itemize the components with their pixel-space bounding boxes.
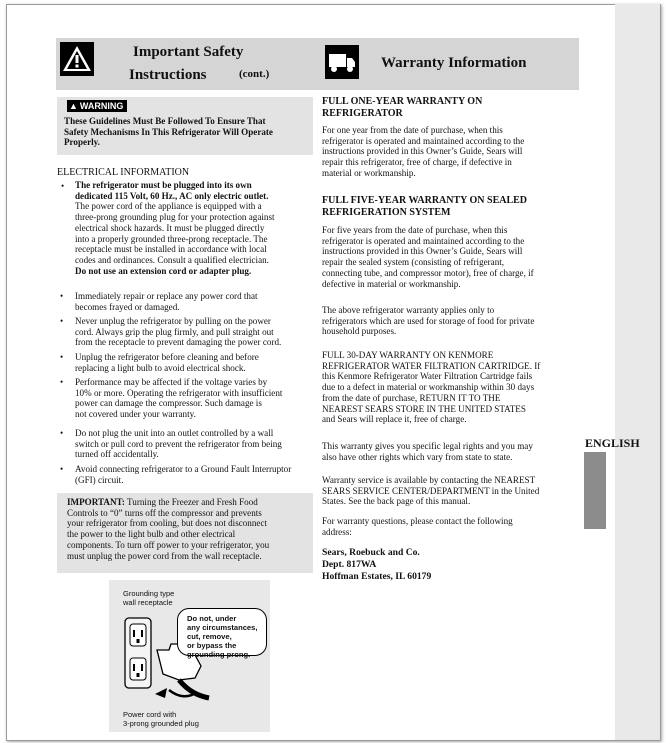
applies-text: The above refrigerator warranty applies only to refrigerators which are used for storage of food for private household purposes.: [322, 305, 535, 337]
warning-badge: [67, 100, 127, 112]
receptacle-label: Grounding type wall receptacle: [123, 589, 175, 607]
warning-badge-label: WARNING: [79, 101, 124, 111]
bullet: •: [60, 291, 64, 301]
language-tab-marker: [584, 452, 606, 529]
bullet: •: [60, 377, 64, 387]
warning-small-icon: ▲: [69, 101, 78, 111]
sears-address: Sears, Roebuck and Co. Dept. 817WA Hoffman Estates, IL 60179: [322, 547, 432, 582]
warranty-title: Warranty Information: [381, 55, 527, 71]
list-item: Avoid connecting refrigerator to a Ground Fault Interruptor (GFI) circuit.: [75, 464, 292, 485]
service-text: Warranty service is available by contacting the NEAREST SEARS SERVICE CENTER/DEPARTMENT in the United States. See the back page of this manual.: [322, 475, 540, 507]
warning-triangle-icon: [60, 42, 94, 76]
one-year-heading: FULL ONE-YEAR WARRANTY ON REFRIGERATOR: [322, 96, 483, 119]
warning-text: These Guidelines Must Be Followed To Ensure That Safety Mechanisms In This Refrigerator Will Operate Properly.: [64, 116, 273, 148]
list-item: Performance may be affected if the voltage varies by 10% or more. Operating the refrigerator with insufficient power can damage the compressor. Such damage is not covered under your warranty.: [75, 377, 283, 420]
list-item: Unplug the refrigerator before cleaning and before replacing a light bulb to avoid electrical shock.: [75, 352, 259, 373]
language-tab-label: ENGLISH: [585, 436, 640, 450]
bullet: •: [60, 352, 64, 362]
truck-icon: [325, 45, 359, 79]
rights-text: This warranty gives you specific legal rights and you may also have other rights which vary from state to state.: [322, 441, 533, 462]
bullet: •: [60, 428, 64, 438]
one-year-text: For one year from the date of purchase, when this refrigerator is operated and maintained according to the instructions provided in this Owner’s Guide, Sears will repair this refrigerator, free of charge, if defective in material or workmanship.: [322, 125, 525, 178]
grounding-diagram: [109, 580, 270, 732]
five-year-heading: FULL FIVE-YEAR WARRANTY ON SEALED REFRIGERATION SYSTEM: [322, 195, 528, 218]
first-bullet: The refrigerator must be plugged into its own dedicated 115 Volt, 60 Hz., AC only electric outlet. The power cord of the appliance is equipped with a three-prong grounding plug for your protection against electrical shock hazards. It must be plugged directly into a properly grounded three-prong receptacle. The receptacle must be installed in accordance with local codes and ordinances. Consult a qualified electrician. Do not use an extension cord or adapter plug.: [75, 180, 275, 276]
right-margin-band: [615, 4, 660, 740]
list-item: Immediately repair or replace any power cord that becomes frayed or damaged.: [75, 291, 258, 312]
bullet: •: [61, 181, 65, 191]
bullet: •: [60, 316, 64, 326]
questions-text: For warranty questions, please contact the following address:: [322, 516, 513, 537]
plug-label: Power cord with 3-prong grounded plug: [123, 710, 199, 728]
callout-bubble: Do not, under any circumstances, cut, remove, or bypass the grounding prong.: [177, 608, 267, 656]
five-year-text: For five years from the date of purchase, when this refrigerator is operated and maintained according to the instructions provided in this Owner’s Guide, Sears will repair the sealed system (consisting of refrigerant, connecting tube, and compressor motor), free of charge, if defective in material or workmanship.: [322, 225, 534, 289]
safety-title-line1: Important Safety: [133, 44, 244, 60]
list-item: Do not plug the unit into an outlet controlled by a wall switch or pull cord to prevent the refrigerator from being turned off accidentally.: [75, 428, 282, 460]
electrical-heading: ELECTRICAL INFORMATION: [57, 167, 190, 178]
filter-warranty-text: FULL 30-DAY WARRANTY ON KENMORE REFRIGERATOR WATER FILTRATION CARTRIDGE. If this Kenmore Refrigerator Water Filtration Cartridge fails due to a defect in material or workmanship within 30 days from the date of purchase, RETURN IT TO THE NEAREST SEARS STORE IN THE UNITED STATES and Sears will replace it, free of charge.: [322, 350, 541, 425]
important-text: IMPORTANT: Turning the Freezer and Fresh Food Controls to “0” turns off the compressor and prevents your refrigerator from cooling, but does not disconnect the power to the light bulb and other electrical components. To turn off power to your refrigerator, you must unplug the power cord from the wall receptacle.: [67, 497, 270, 561]
cont-label: (cont.): [239, 68, 270, 80]
list-item: Never unplug the refrigerator by pulling on the power cord. Always grip the plug firmly, and pull straight out from the receptacle to prevent damaging the power cord.: [75, 316, 282, 348]
safety-title-line2: Instructions: [129, 67, 207, 83]
bullet: •: [60, 464, 64, 474]
